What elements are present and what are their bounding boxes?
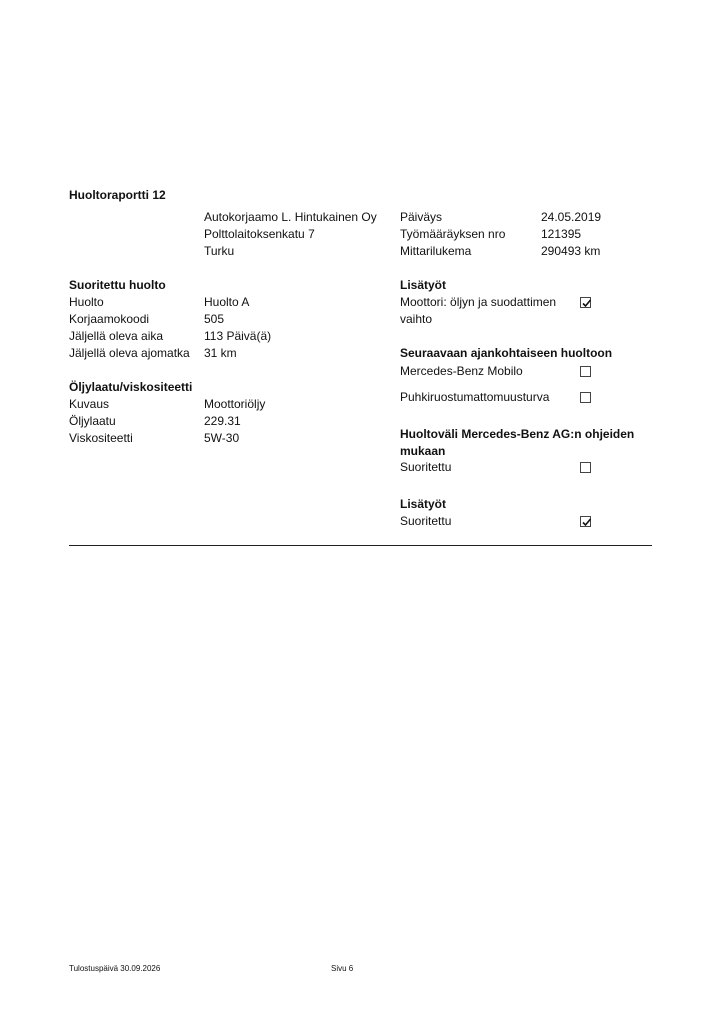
service-value: Huolto A	[204, 295, 250, 309]
print-date: Tulostuspäivä 30.09.2026	[69, 964, 161, 973]
interval-heading-line1: Huoltoväli Mercedes-Benz AG:n ohjeiden	[400, 427, 635, 441]
rust-warranty-label: Puhkiruostumattomuusturva	[400, 390, 550, 404]
interval-item-label: Suoritettu	[400, 460, 452, 474]
date-label: Päiväys	[400, 210, 443, 224]
mobilo-label: Mercedes-Benz Mobilo	[400, 364, 523, 378]
remaining-time-label: Jäljellä oleva aika	[69, 329, 164, 343]
section-divider	[69, 545, 652, 546]
extra-work-item-line2: vaihto	[400, 312, 433, 326]
extra-work2-item-label: Suoritettu	[400, 514, 452, 528]
next-service-heading: Seuraavaan ajankohtaiseen huoltoon	[400, 346, 613, 360]
extra-work-checkbox[interactable]	[580, 297, 591, 308]
extra-work2-checkbox[interactable]	[580, 516, 591, 527]
remaining-distance-value: 31 km	[204, 346, 237, 360]
workshop-name: Autokorjaamo L. Hintukainen Oy	[204, 210, 377, 224]
extra-work2-heading: Lisätyöt	[400, 497, 447, 511]
extra-work-heading: Lisätyöt	[400, 278, 447, 292]
check-icon	[581, 298, 592, 309]
service-heading: Suoritettu huolto	[69, 278, 166, 292]
work-order-value: 121395	[541, 227, 582, 241]
remaining-time-value: 113 Päivä(ä)	[204, 329, 272, 343]
work-order-label: Työmääräyksen nro	[400, 227, 506, 241]
report-title: Huoltoraportti 12	[69, 188, 166, 202]
date-value: 24.05.2019	[541, 210, 602, 224]
interval-checkbox[interactable]	[580, 462, 591, 473]
workshop-code-label: Korjaamokoodi	[69, 312, 150, 326]
rust-warranty-checkbox[interactable]	[580, 392, 591, 403]
oil-quality-label: Öljylaatu	[69, 414, 116, 428]
viscosity-value: 5W-30	[204, 431, 240, 445]
interval-heading-line2: mukaan	[400, 444, 446, 458]
oil-description-value: Moottoriöljy	[204, 397, 266, 411]
workshop-city: Turku	[204, 244, 235, 258]
service-label: Huolto	[69, 295, 104, 309]
extra-work-item-line1: Moottori: öljyn ja suodattimen	[400, 295, 557, 309]
workshop-code-value: 505	[204, 312, 225, 326]
check-icon	[581, 517, 592, 528]
oil-heading: Öljylaatu/viskositeetti	[69, 380, 193, 394]
page-number: Sivu 6	[331, 964, 354, 973]
oil-description-label: Kuvaus	[69, 397, 110, 411]
mobilo-checkbox[interactable]	[580, 366, 591, 377]
remaining-distance-label: Jäljellä oleva ajomatka	[69, 346, 190, 360]
oil-quality-value: 229.31	[204, 414, 241, 428]
workshop-street: Polttolaitoksenkatu 7	[204, 227, 315, 241]
odometer-value: 290493 km	[541, 244, 601, 258]
viscosity-label: Viskositeetti	[69, 431, 133, 445]
odometer-label: Mittarilukema	[400, 244, 472, 258]
